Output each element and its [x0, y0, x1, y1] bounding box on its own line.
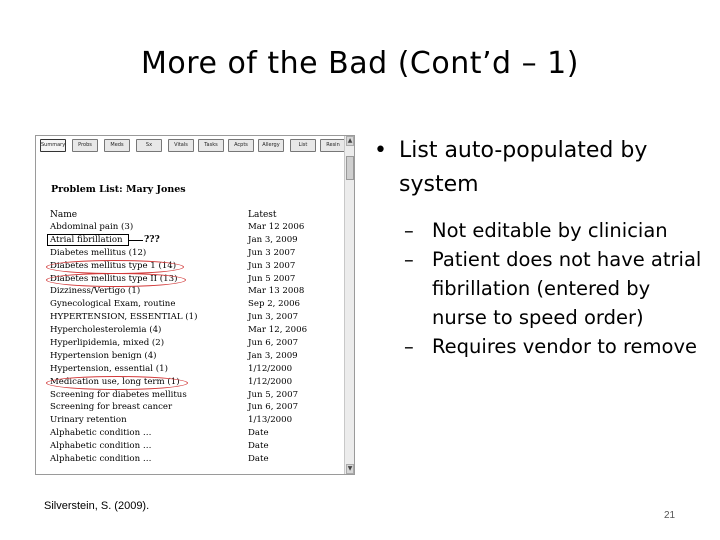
problem-row[interactable]: [36, 325, 346, 338]
problem-row[interactable]: [36, 415, 346, 428]
toolbar-button-allergy[interactable]: Allergy: [258, 139, 284, 152]
problem-name: Alphabetic condition …: [50, 441, 152, 452]
problem-date: 1/13/2000: [248, 415, 293, 426]
red-oval-medication-use: [46, 376, 188, 390]
annotation-question-marks: ???: [144, 235, 160, 245]
toolbar-button-list[interactable]: List: [290, 139, 316, 152]
problem-name: Alphabetic condition …: [50, 428, 152, 439]
emr-toolbar: [38, 139, 348, 153]
problem-row[interactable]: [36, 454, 346, 467]
highlight-box-atrial-fibrillation: [47, 234, 129, 246]
problem-name: Screening for diabetes mellitus: [50, 389, 187, 400]
problem-name: Diabetes mellitus type 1 (14): [50, 260, 177, 271]
sub-bullet-list: [374, 216, 704, 361]
problem-date: Jan 3, 2009: [248, 350, 298, 361]
problem-name: Hypercholesterolemia (4): [50, 325, 162, 336]
problem-date: Jun 6, 2007: [248, 402, 299, 413]
toolbar-button-summary[interactable]: Summary: [40, 139, 66, 152]
scroll-up-icon[interactable]: ▲: [347, 137, 353, 144]
slide-title: More of the Bad (Cont’d – 1): [141, 46, 579, 81]
citation: Silverstein, S. (2009).: [44, 500, 150, 512]
problem-row[interactable]: [36, 299, 346, 312]
problem-date: Jun 3 2007: [248, 260, 296, 271]
column-header-name: Name: [50, 210, 78, 220]
problem-date: Jun 3, 2007: [248, 312, 299, 323]
problem-name: Diabetes mellitus type II (13): [50, 273, 178, 284]
problem-row[interactable]: [36, 248, 346, 261]
toolbar-button-vitals[interactable]: Vitals: [168, 139, 194, 152]
problem-date: Mar 13 2008: [248, 286, 305, 297]
problem-date: Date: [248, 441, 269, 452]
problem-name: HYPERTENSION, ESSENTIAL (1): [50, 312, 198, 323]
problem-date: Date: [248, 428, 269, 439]
bullet-main: • List auto-populated by system: [374, 134, 704, 202]
problem-row[interactable]: [36, 286, 346, 299]
sub-bullet: – Requires vendor to remove: [404, 332, 704, 361]
problem-date: Sep 2, 2006: [248, 299, 301, 310]
problem-date: 1/12/2000: [248, 376, 293, 387]
problem-row[interactable]: [36, 351, 346, 364]
problem-list: [36, 222, 346, 467]
toolbar-button-meds[interactable]: Meds: [104, 139, 130, 152]
problem-date: Jun 5, 2007: [248, 389, 299, 400]
problem-row[interactable]: [36, 364, 346, 377]
red-oval-diabetes-type-2: [46, 273, 186, 287]
problem-date: Jun 5 2007: [248, 273, 296, 284]
scroll-thumb[interactable]: [346, 156, 354, 180]
problem-date: 1/12/2000: [248, 363, 293, 374]
problem-name: Abdominal pain (3): [50, 222, 134, 232]
problem-name: Gynecological Exam, routine: [50, 299, 176, 310]
toolbar-button-acpts[interactable]: Acpts: [228, 139, 254, 152]
problem-name: Alphabetic condition …: [50, 454, 152, 465]
problem-row[interactable]: [36, 390, 346, 403]
page-number: 21: [664, 510, 676, 521]
problem-name: Urinary retention: [50, 415, 127, 426]
problem-name: Dizziness/Vertigo (1): [50, 286, 141, 297]
problem-date: Jun 6, 2007: [248, 338, 299, 349]
problem-date: Jun 3 2007: [248, 247, 296, 258]
scroll-down-icon[interactable]: ▼: [347, 465, 353, 472]
problem-row[interactable]: [36, 428, 346, 441]
bullet-list: [374, 134, 704, 361]
problem-row[interactable]: [36, 338, 346, 351]
problem-name: Hypertension benign (4): [50, 350, 157, 361]
problem-date: Jan 3, 2009: [248, 234, 298, 245]
problem-name: Screening for breast cancer: [50, 402, 173, 413]
red-oval-diabetes-type-1: [46, 260, 184, 274]
emr-screenshot: [35, 135, 355, 475]
problem-name: Hyperlipidemia, mixed (2): [50, 338, 165, 349]
problem-name: Hypertension, essential (1): [50, 363, 168, 374]
sub-bullet: – Patient does not have atrial fibrillation (entered by nurse to speed order): [404, 245, 704, 332]
problem-name: Diabetes mellitus (12): [50, 247, 147, 258]
problem-row[interactable]: [36, 222, 346, 235]
toolbar-button-resin[interactable]: Resin: [320, 139, 346, 152]
problem-row[interactable]: [36, 402, 346, 415]
column-header-latest: Latest: [248, 210, 277, 220]
annotation-arrow: [129, 240, 143, 241]
problem-list-title: Problem List: Mary Jones: [51, 184, 186, 195]
sub-bullet: – Not editable by clinician: [404, 216, 704, 245]
problem-date: Mar 12, 2006: [248, 325, 308, 336]
problem-name: Medication use, long term (1): [50, 376, 180, 387]
toolbar-button-probs[interactable]: Probs: [72, 139, 98, 152]
problem-date: Date: [248, 454, 269, 465]
problem-row[interactable]: [36, 312, 346, 325]
toolbar-button-sx[interactable]: Sx: [136, 139, 162, 152]
toolbar-button-tasks[interactable]: Tasks: [198, 139, 224, 152]
problem-date: Mar 12 2006: [248, 222, 305, 232]
problem-name: Atrial fibrillation: [50, 234, 123, 245]
problem-row[interactable]: [36, 441, 346, 454]
